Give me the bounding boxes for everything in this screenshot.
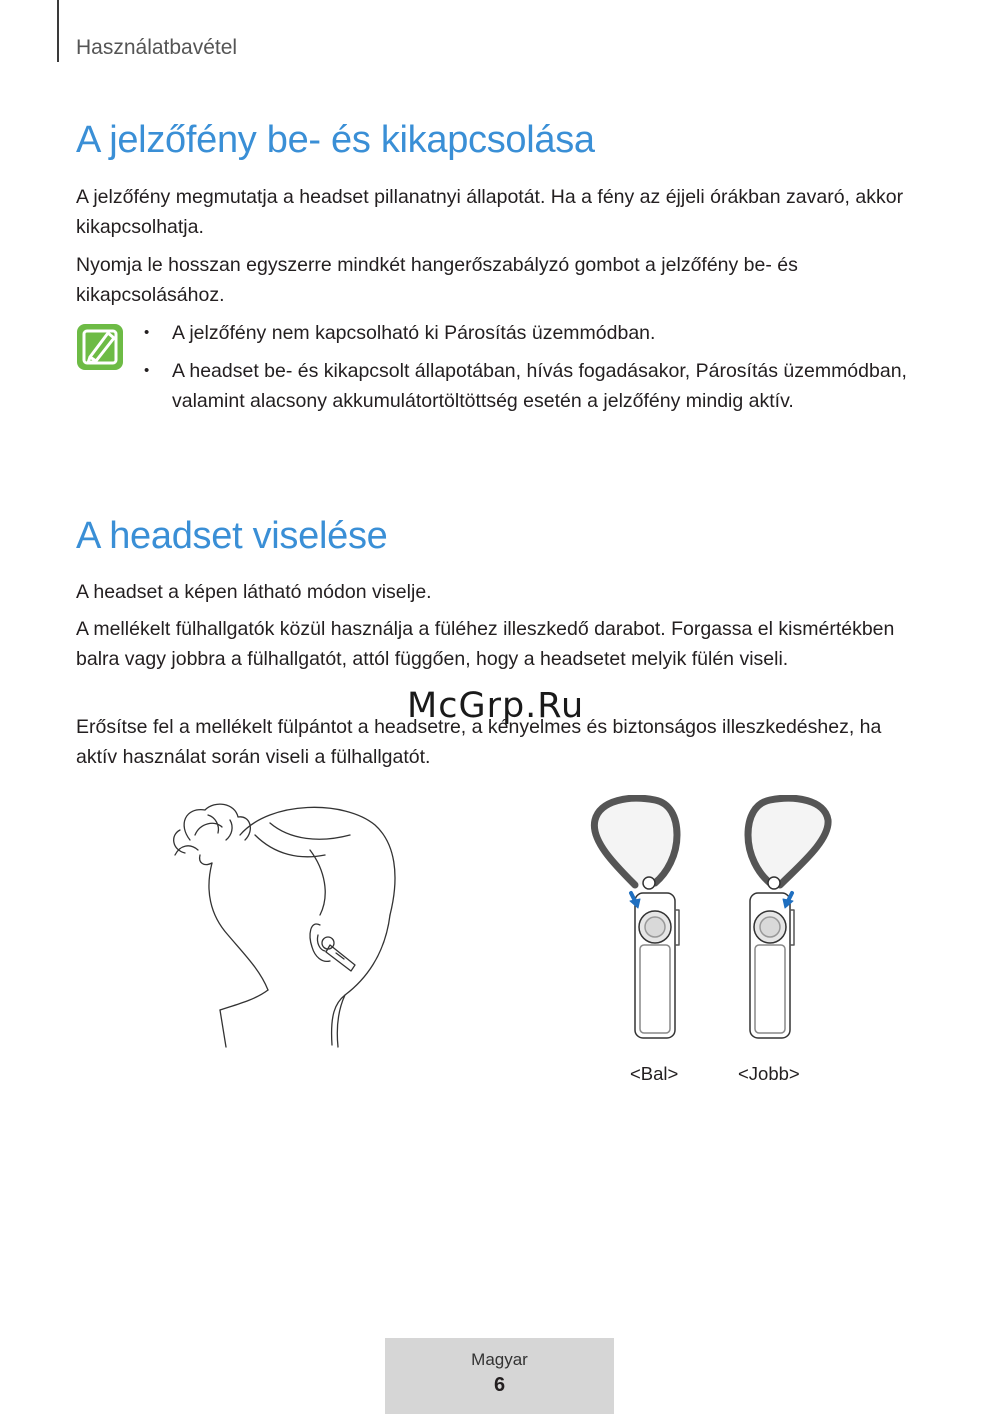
paragraph-earhook: Erősítse fel a mellékelt fülpántot a headsetre, a kényelmes és biztonságos illeszkedéshez, ha aktív használat során viseli a fülhallgatót. bbox=[76, 716, 882, 768]
caption-left: <Bal> bbox=[630, 1063, 679, 1084]
header-rule bbox=[57, 0, 59, 62]
page-number: 6 bbox=[493, 1374, 506, 1396]
left-earhook bbox=[594, 798, 679, 1038]
earhook-illustration bbox=[585, 795, 840, 1050]
paragraph-instruction: Nyomja le hosszan egyszerre mindkét hangerőszabályzó gombot a jelzőfény be- és kikapcsolásához. bbox=[76, 254, 798, 306]
paragraph-intro: A jelzőfény megmutatja a headset pillanatnyi állapotát. Ha a fény az éjjeli órákban zavaró, akkor kikapcsolhatja. bbox=[76, 186, 904, 238]
footer-language: Magyar bbox=[471, 1350, 528, 1369]
note-item: • A headset be- és kikapcsolt állapotában, hívás fogadásakor, Párosítás üzemmódban, valamint alacsony akkumulátortöltöttség esetén a jelzőfény mindig aktív. bbox=[140, 356, 930, 416]
right-earhook bbox=[748, 798, 828, 1038]
watermark: McGrp.Ru bbox=[407, 686, 585, 726]
person-wearing-headset-illustration bbox=[160, 795, 400, 1050]
heading-wearing-headset: A headset viselése bbox=[76, 515, 388, 557]
heading-indicator-light: A jelzőfény be- és kikapcsolása bbox=[76, 119, 595, 161]
paragraph-earpieces: A mellékelt fülhallgatók közül használja a füléhez illeszkedő darabot. Forgassa el kismértékben balra vagy jobbra a fülhallgatót, attól függően, hogy a headsetet melyik fülén viseli. bbox=[76, 618, 895, 670]
page-footer bbox=[385, 1338, 614, 1414]
section-header: Használatbavétel bbox=[76, 36, 238, 59]
note-icon bbox=[76, 323, 124, 371]
paragraph-wear: A headset a képen látható módon viselje. bbox=[76, 581, 432, 603]
note-item: • A jelzőfény nem kapcsolható ki Párosítás üzemmódban. bbox=[140, 318, 930, 348]
note-list bbox=[140, 318, 930, 424]
caption-right: <Jobb> bbox=[738, 1063, 800, 1084]
